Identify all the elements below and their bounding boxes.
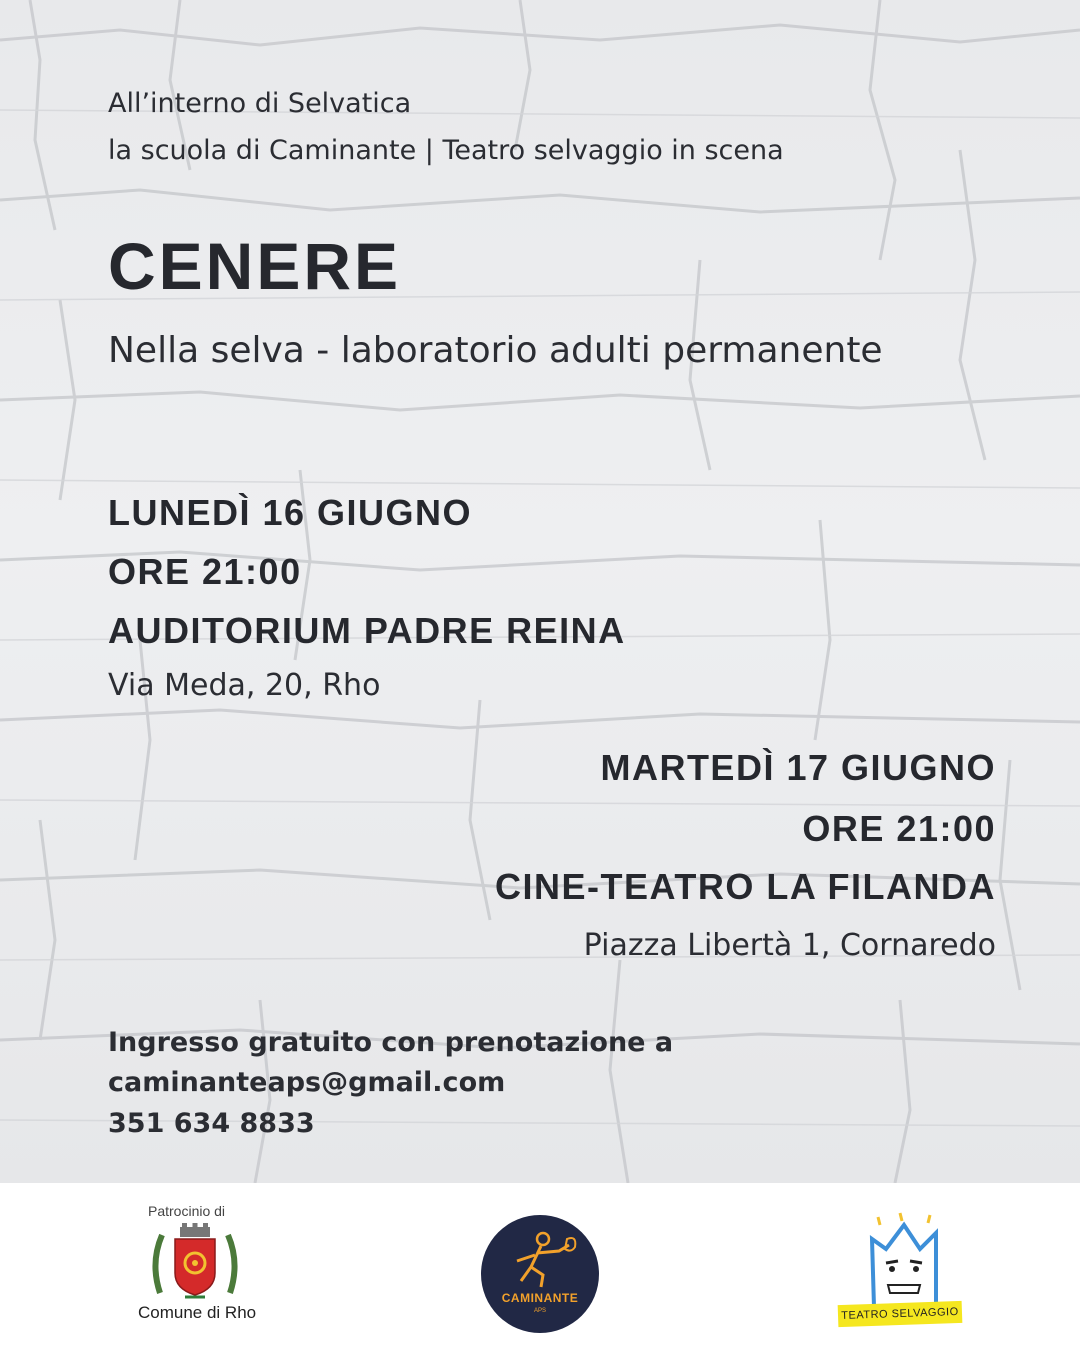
comune-di-rho-label: Comune di Rho — [138, 1303, 257, 1322]
event2-date: MARTEDÌ 17 GIUGNO — [600, 747, 996, 788]
caminante-logo-text: CAMINANTE — [501, 1291, 579, 1305]
booking-info: Ingresso gratuito con prenotazione a — [108, 1027, 674, 1058]
caminante-logo — [481, 1215, 599, 1333]
intro-line-2: la scuola di Caminante | Teatro selvaggio in scena — [108, 135, 784, 166]
caminante-logo-aps: APS — [533, 1308, 546, 1314]
event1-date: LUNEDÌ 16 GIUGNO — [108, 492, 473, 533]
event1-venue: AUDITORIUM PADRE REINA — [108, 610, 626, 651]
booking-email[interactable]: caminanteaps@gmail.com — [108, 1067, 506, 1098]
event1-address: Via Meda, 20, Rho — [108, 668, 381, 703]
patronage-label: Patrocinio di — [148, 1203, 226, 1219]
event1-time: ORE 21:00 — [108, 551, 302, 592]
walking-figure-icon — [481, 1215, 599, 1333]
comune-di-rho-crest-icon — [150, 1223, 240, 1303]
event2-venue: CINE-TEATRO LA FILANDA — [495, 866, 996, 907]
event2-time: ORE 21:00 — [802, 808, 996, 849]
show-title: CENERE — [108, 229, 402, 303]
teatro-selvaggio-label: TEATRO SELVAGGIO — [838, 1301, 963, 1327]
intro-line-1: All’interno di Selvatica — [108, 88, 412, 119]
footer-logos — [0, 1183, 1080, 1350]
show-subtitle: Nella selva - laboratorio adulti permanente — [108, 330, 883, 371]
event2-address: Piazza Libertà 1, Cornaredo — [583, 928, 996, 963]
booking-phone[interactable]: 351 634 8833 — [108, 1108, 315, 1139]
